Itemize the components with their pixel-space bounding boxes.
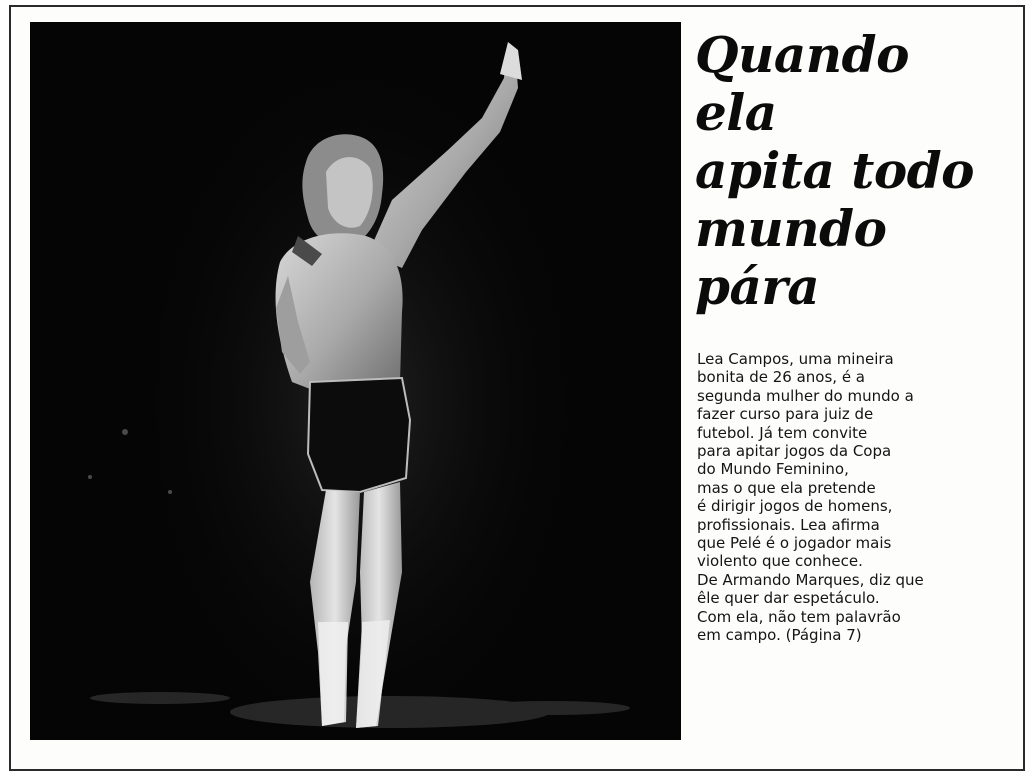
body-line: segunda mulher do mundo a [697, 386, 914, 405]
body-line: futebol. Já tem convite [697, 423, 868, 442]
body-line: mas o que ela pretende [697, 478, 876, 497]
headline-line: apita todo [695, 141, 975, 200]
body-line: Com ela, não tem palavrão [697, 607, 901, 626]
headline-line: Quando [695, 25, 909, 84]
body-line: fazer curso para juiz de [697, 405, 874, 424]
referee-photo [30, 22, 681, 740]
headline [695, 26, 1015, 316]
body-line: do Mundo Feminino, [697, 460, 849, 479]
body-line: bonita de 26 anos, é a [697, 368, 866, 387]
body-line: profissionais. Lea afirma [697, 515, 880, 534]
body-line: êle quer dar espetáculo. [697, 589, 880, 608]
body-line: é dirigir jogos de homens, [697, 497, 893, 516]
body-line: que Pelé é o jogador mais [697, 534, 892, 553]
headline-line: ela [695, 83, 777, 142]
body-line: para apitar jogos da Copa [697, 442, 892, 461]
article-body [697, 350, 997, 645]
body-line: De Armando Marques, diz que [697, 570, 924, 589]
headline-line: pára [695, 257, 820, 316]
body-line: em campo. (Página 7) [697, 626, 862, 645]
referee-figure [30, 22, 681, 740]
headline-line: mundo [695, 199, 887, 258]
body-line: Lea Campos, uma mineira [697, 350, 894, 368]
body-line: violento que conhece. [697, 552, 863, 571]
